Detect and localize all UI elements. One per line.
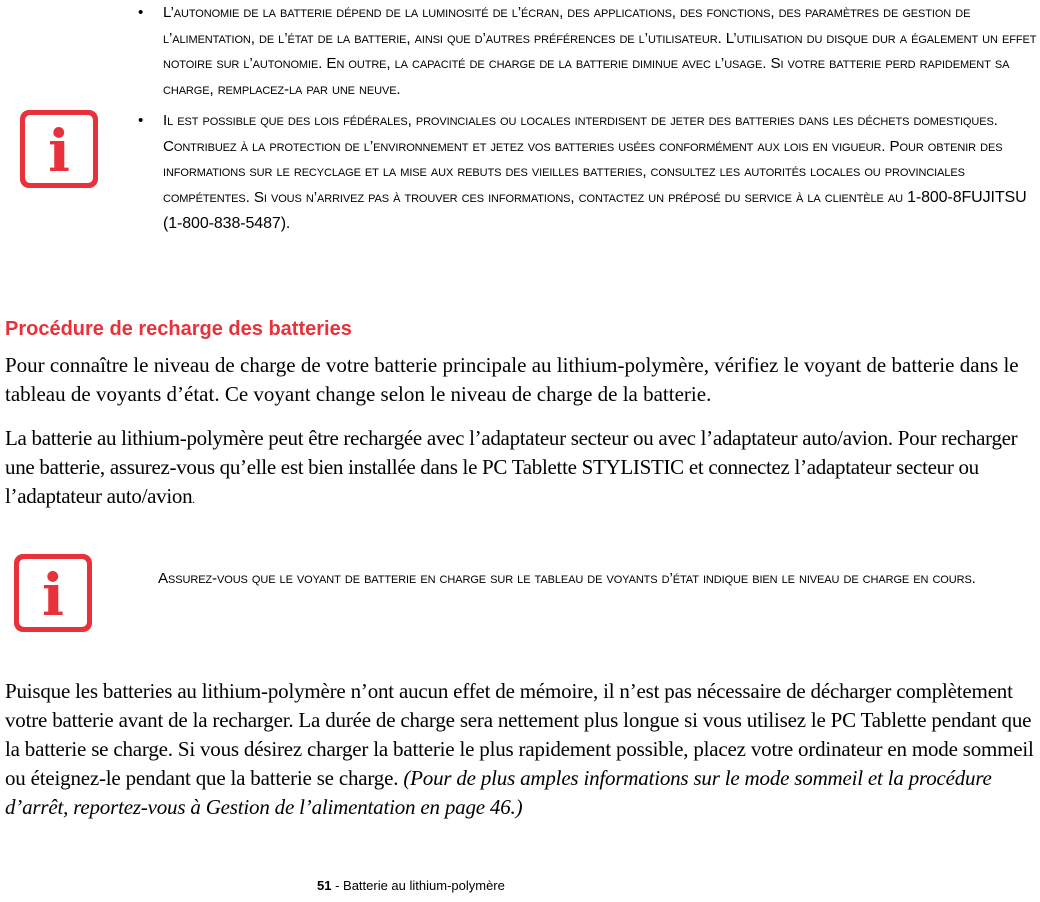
paragraph-recharge xyxy=(5,424,1039,515)
info-icon-inner xyxy=(19,559,87,627)
paragraph-memory-effect xyxy=(5,677,1039,822)
paragraph-memory-effect-text: Puisque les batteries au lithium-polymère n’ont aucun effet de mémoire, il n’est pas nécessaire de décharger complètement votre batterie avant de la recharger. La durée de charge sera nettement plus longue si vous utilisez le PC Tablette pendant que la batterie se charge. Si vous désirez charger la batterie le plus rapidement possible, placez votre ordinateur en mode sommeil ou éteignez-le pendant que la batterie se charge. xyxy=(5,679,1034,790)
bullet: • xyxy=(138,111,144,129)
info-icon-glyph: i xyxy=(41,561,65,629)
note-item-disposal xyxy=(138,108,1038,237)
note-item-autonomy xyxy=(138,0,1038,103)
paragraph-charge-level: Pour connaître le niveau de charge de votre batterie principale au lithium-polymère, vérifiez le voyant de batterie dans le tableau de voyants d’état. Ce voyant change selon le niveau de charge de la batterie. xyxy=(5,353,1019,406)
page-number: 51 xyxy=(317,878,332,893)
cross-reference-note: (Pour de plus amples informations sur le mode sommeil et la procédure d’arrêt, reportez-vous à Gestion de l’alimentation en page 46.) xyxy=(5,766,992,819)
footer-title: - Batterie au lithium-polymère xyxy=(331,878,505,893)
info-icon-glyph: i xyxy=(47,117,71,185)
note-item-autonomy-text: L’autonomie de la batterie dépend de la luminosité de l’écran, des applications, des fonctions, des paramètres de gestion de l’alimentation, de l’état de la batterie, ainsi que d’autres préférences de l’utilisateur. L’utilisation du disque dur a également un effet notoire sur l’autonomie. En outre, la capacité de charge de la batterie diminue avec l’usage. Si votre batterie perd rapidement sa charge, remplacez-la par une neuve. xyxy=(163,4,1037,99)
info-icon xyxy=(14,554,92,632)
paragraph-recharge-text: La batterie au lithium-polymère peut être rechargée avec l’adaptateur secteur ou avec l’adaptateur auto/avion. Pour recharger une batterie, assurez-vous qu’elle est bien installée dans le PC Tablette STYLISTIC et connectez l’adaptateur secteur ou l’adaptateur auto/avion xyxy=(5,426,1018,508)
paragraph-recharge-end: . xyxy=(192,494,195,506)
section-heading: Procédure de recharge des batteries xyxy=(5,318,352,340)
info-icon-inner xyxy=(25,115,93,183)
bullet: • xyxy=(138,4,144,21)
page-footer xyxy=(317,878,505,893)
info-icon xyxy=(20,110,98,188)
note-block-battery xyxy=(138,0,1038,241)
note-item-disposal-text: Il est possible que des lois fédérales, provinciales ou locales interdisent de jeter des batteries dans les déchets domestiques. Contribuez à la protection de l’environnement et jetez vos batteries usées conformément aux lois en vigueur. Pour obtenir des informations sur le recyclage et la mise aux rebuts des vieilles batteries, consultez les autorités locales ou provinciales compétentes. Si vous n’arrivez pas à trouver ces informations, contactez un préposé du service à la clientèle au xyxy=(163,111,1003,206)
support-phone-number: 1-800-8FUJITSU (1-800-838-5487). xyxy=(163,188,1027,232)
note-block-charge-indicator: Assurez-vous que le voyant de batterie en charge sur le tableau de voyants d’état indique bien le niveau de charge en cours. xyxy=(158,570,976,587)
